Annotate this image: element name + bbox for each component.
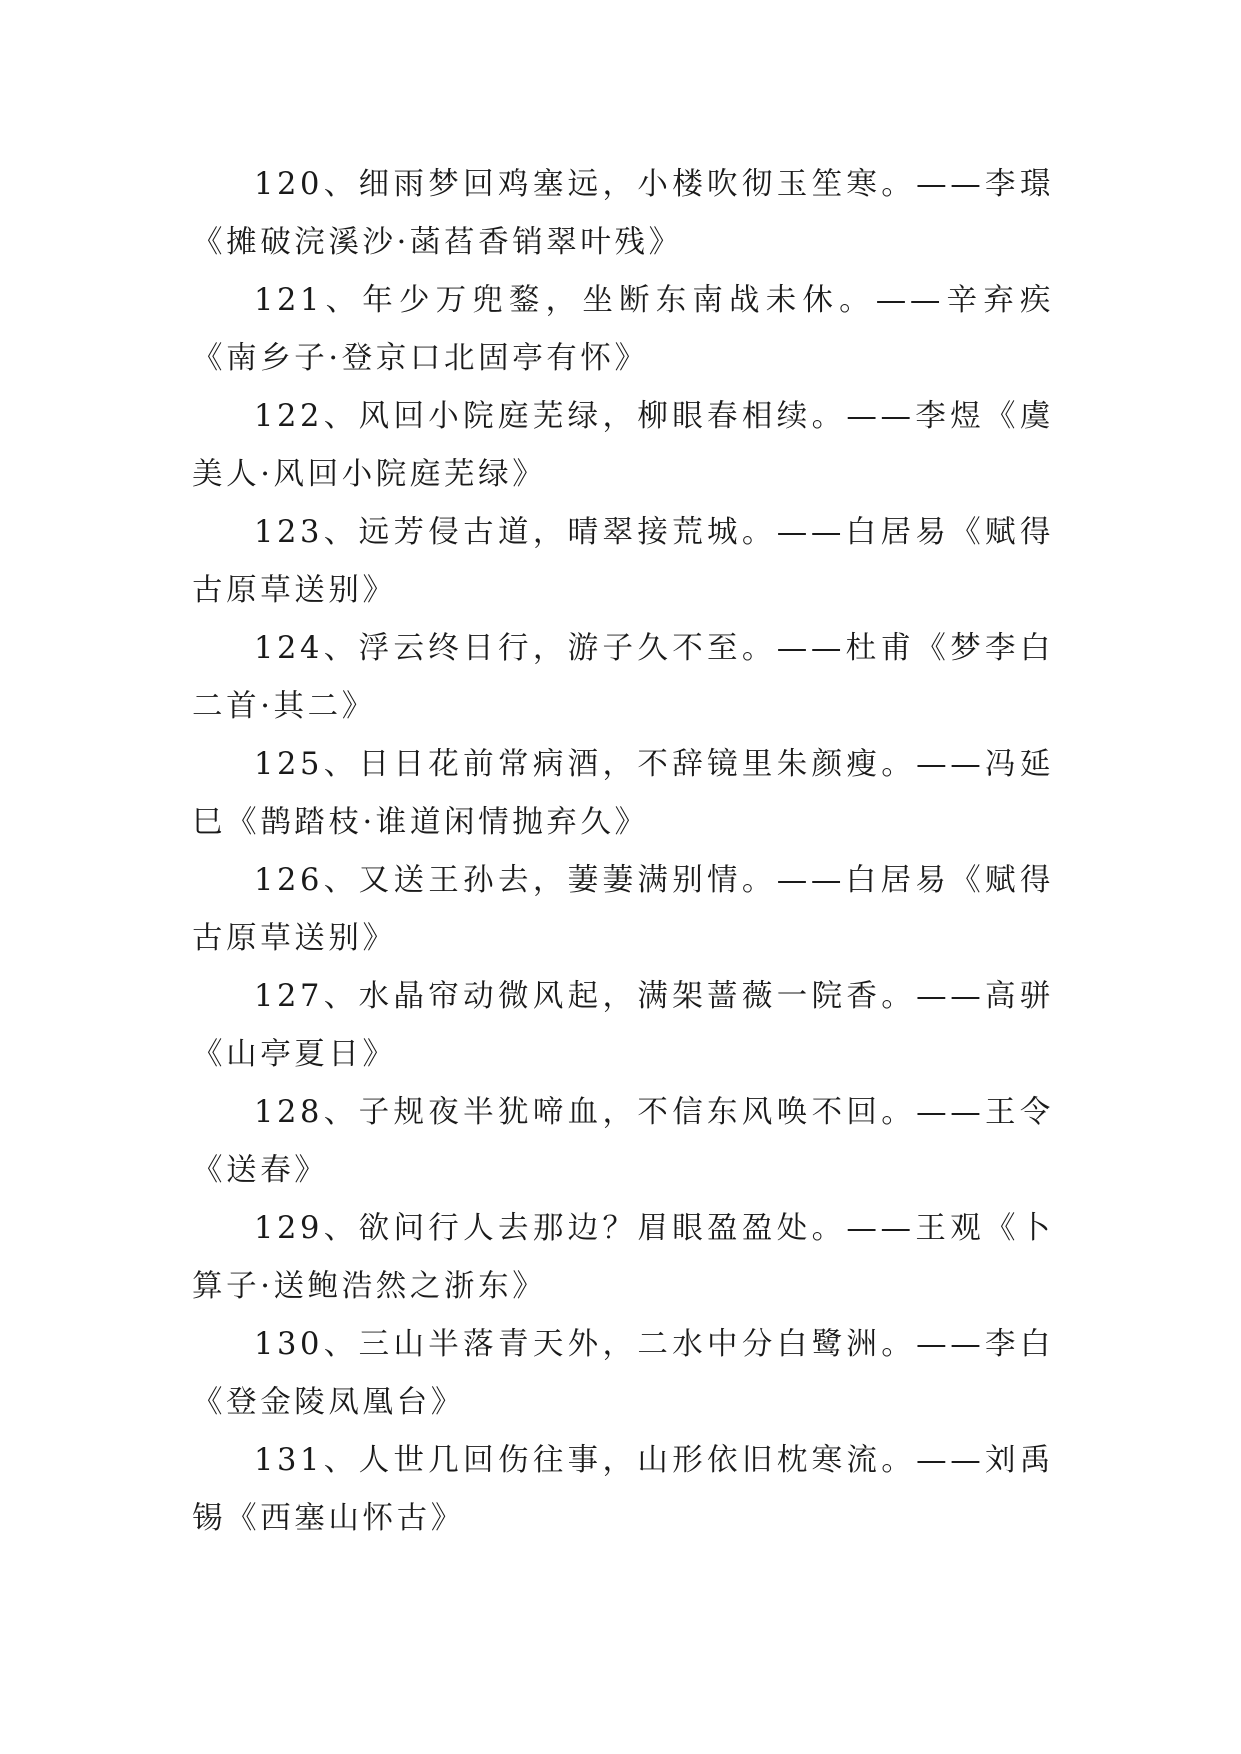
quote-paragraph: 120、细雨梦回鸡塞远，小楼吹彻玉笙寒。——李璟《摊破浣溪沙·菡萏香销翠叶残》 xyxy=(192,167,1054,260)
quote-paragraph: 127、水晶帘动微风起，满架蔷薇一院香。——高骈《山亭夏日》 xyxy=(192,979,1054,1072)
quote-paragraph: 129、欲问行人去那边？眉眼盈盈处。——王观《卜算子·送鲍浩然之浙东》 xyxy=(192,1211,1054,1304)
quote-paragraph: 124、浮云终日行，游子久不至。——杜甫《梦李白二首·其二》 xyxy=(192,631,1054,724)
quote-paragraph: 125、日日花前常病酒，不辞镜里朱颜瘦。——冯延巳《鹊踏枝·谁道闲情抛弃久》 xyxy=(192,747,1054,840)
quote-paragraph: 121、年少万兜鍪，坐断东南战未休。——辛弃疾《南乡子·登京口北固亭有怀》 xyxy=(192,283,1054,376)
quote-paragraph: 131、人世几回伤往事，山形依旧枕寒流。——刘禹锡《西塞山怀古》 xyxy=(192,1443,1054,1536)
quote-paragraph: 126、又送王孙去，萋萋满别情。——白居易《赋得古原草送别》 xyxy=(192,863,1054,956)
quote-paragraph: 123、远芳侵古道，晴翠接荒城。——白居易《赋得古原草送别》 xyxy=(192,515,1054,608)
quote-paragraph: 122、风回小院庭芜绿，柳眼春相续。——李煜《虞美人·风回小院庭芜绿》 xyxy=(192,399,1054,492)
document-body xyxy=(192,156,1054,1548)
quote-paragraph: 128、子规夜半犹啼血，不信东风唤不回。——王令《送春》 xyxy=(192,1095,1054,1188)
quote-paragraph: 130、三山半落青天外，二水中分白鹭洲。——李白《登金陵凤凰台》 xyxy=(192,1327,1054,1420)
